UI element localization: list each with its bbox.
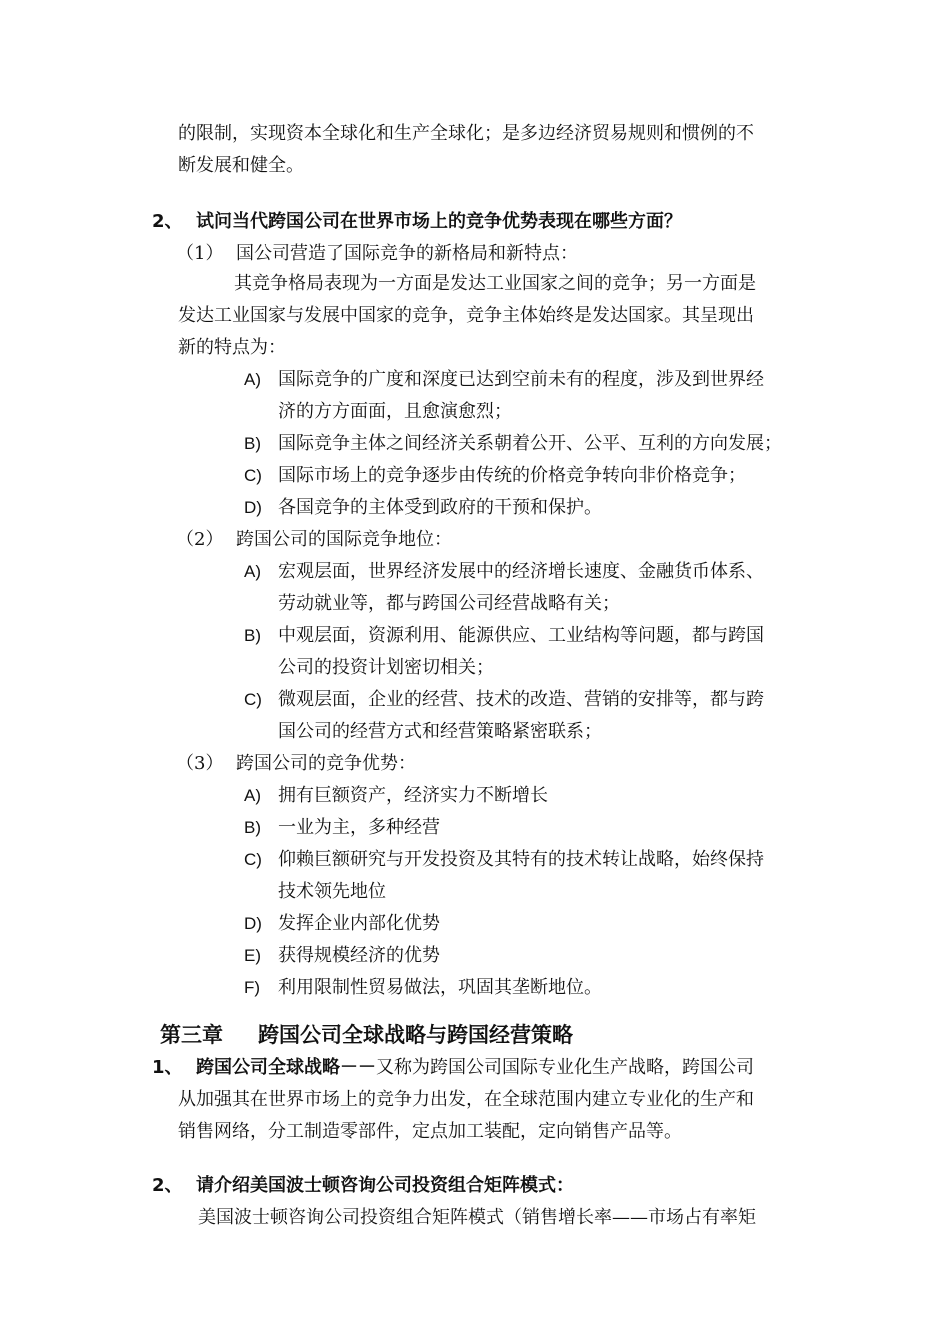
list-marker: E) bbox=[244, 946, 261, 965]
list-marker: A) bbox=[244, 370, 261, 389]
list-item-text: 中观层面，资源利用、能源供应、工业结构等问题，都与跨国 bbox=[278, 625, 764, 646]
c2-title: 请介绍美国波士顿咨询公司投资组合矩阵模式： bbox=[196, 1175, 574, 1196]
intro-line-2: 断发展和健全。 bbox=[178, 155, 304, 176]
list-item-text: 国际竞争的广度和深度已达到空前未有的程度，涉及到世界经 bbox=[278, 369, 764, 390]
list-item-text: 利用限制性贸易做法，巩固其垄断地位。 bbox=[278, 977, 602, 998]
intro-line-1: 的限制，实现资本全球化和生产全球化；是多边经济贸易规则和惯例的不 bbox=[178, 123, 754, 144]
q2-title: 试问当代跨国公司在世界市场上的竞争优势表现在哪些方面？ bbox=[196, 211, 682, 232]
list-marker: B) bbox=[244, 626, 261, 645]
sub2-heading: 跨国公司的国际竞争地位： bbox=[236, 529, 452, 550]
list-item-text: 拥有巨额资产，经济实力不断增长 bbox=[278, 785, 548, 806]
sub1-para-line: 新的特点为： bbox=[178, 337, 286, 358]
list-item-text: 技术领先地位 bbox=[278, 881, 386, 902]
c1-number: 1、 bbox=[152, 1057, 183, 1078]
sub2-marker: （2） bbox=[176, 529, 224, 550]
list-item-text: 济的方方面面，且愈演愈烈； bbox=[278, 401, 512, 422]
c2-number: 2、 bbox=[152, 1175, 183, 1196]
sub1-para-line: 其竞争格局表现为一方面是发达工业国家之间的竞争；另一方面是 bbox=[234, 273, 756, 294]
list-item-text: 获得规模经济的优势 bbox=[278, 945, 440, 966]
sub1-para-line: 发达工业国家与发展中国家的竞争，竞争主体始终是发达国家。其呈现出 bbox=[178, 305, 754, 326]
q2-number: 2、 bbox=[152, 211, 183, 232]
list-item-text: 各国竞争的主体受到政府的干预和保护。 bbox=[278, 497, 602, 518]
list-item-text: 发挥企业内部化优势 bbox=[278, 913, 440, 934]
list-marker: C) bbox=[244, 850, 262, 869]
list-item-text: 国公司的经营方式和经营策略紧密联系； bbox=[278, 721, 602, 742]
sub3-heading: 跨国公司的竞争优势： bbox=[236, 753, 416, 774]
c1-definition-start: 又称为跨国公司国际专业化生产战略，跨国公司 bbox=[376, 1057, 754, 1078]
list-item-text: 宏观层面，世界经济发展中的经济增长速度、金融货币体系、 bbox=[278, 561, 764, 582]
list-marker: A) bbox=[244, 562, 261, 581]
c2-line-1: 美国波士顿咨询公司投资组合矩阵模式（销售增长率——市场占有率矩 bbox=[198, 1207, 756, 1228]
list-item-text: 劳动就业等，都与跨国公司经营战略有关； bbox=[278, 593, 620, 614]
sub1-heading: 国公司营造了国际竞争的新格局和新特点： bbox=[236, 243, 578, 264]
chapter-title: 跨国公司全球战略与跨国经营策略 bbox=[258, 1023, 573, 1047]
list-marker: D) bbox=[244, 914, 262, 933]
list-item-text: 仰赖巨额研究与开发投资及其特有的技术转让战略，始终保持 bbox=[278, 849, 764, 870]
list-marker: D) bbox=[244, 498, 262, 517]
list-marker: B) bbox=[244, 818, 261, 837]
list-item-text: 国际竞争主体之间经济关系朝着公开、公平、互利的方向发展； bbox=[278, 433, 782, 454]
list-marker: F) bbox=[244, 978, 261, 997]
chapter-label: 第三章 bbox=[160, 1023, 223, 1047]
list-marker: A) bbox=[244, 786, 261, 805]
list-item-text: 国际市场上的竞争逐步由传统的价格竞争转向非价格竞争； bbox=[278, 465, 746, 486]
list-item-text: 一业为主，多种经营 bbox=[278, 817, 440, 838]
list-marker: C) bbox=[244, 690, 262, 709]
list-item-text: 微观层面，企业的经营、技术的改造、营销的安排等，都与跨 bbox=[278, 689, 764, 710]
sub3-marker: （3） bbox=[176, 753, 224, 774]
list-marker: B) bbox=[244, 434, 261, 453]
c1-line-2: 从加强其在世界市场上的竞争力出发，在全球范围内建立专业化的生产和 bbox=[178, 1089, 754, 1110]
c1-line-1 bbox=[196, 1055, 754, 1081]
c1-term: 跨国公司全球战略－－ bbox=[196, 1057, 376, 1078]
list-item-text: 公司的投资计划密切相关； bbox=[278, 657, 494, 678]
list-marker: C) bbox=[244, 466, 262, 485]
c1-line-3: 销售网络，分工制造零部件，定点加工装配，定向销售产品等。 bbox=[178, 1121, 682, 1142]
sub1-marker: （1） bbox=[176, 243, 224, 264]
